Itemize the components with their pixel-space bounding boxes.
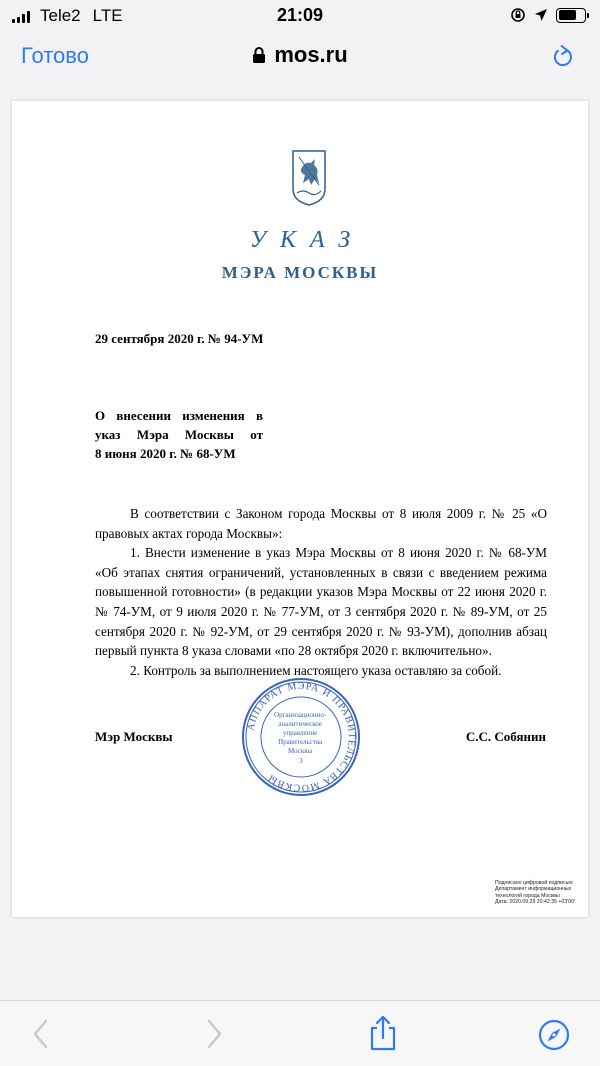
- seal-center-line: Правительства: [278, 738, 323, 746]
- back-chevron-icon[interactable]: [30, 1017, 52, 1051]
- seal-center-line: управление: [282, 729, 318, 737]
- digital-signature-note: [495, 880, 585, 906]
- seal-center-line: аналитическое: [278, 720, 322, 728]
- digital-signature-line: Дата: 2020.09.29 20:42:35 +03'00': [495, 899, 575, 906]
- bottom-toolbar: [0, 1000, 600, 1066]
- seal-center-line: Москвы: [288, 747, 313, 755]
- signatory-name: С.С. Собянин: [465, 729, 546, 744]
- body-paragraph: В соответствии с Законом города Москвы от 8 июля 2009 г. № 25 «О правовых актах города Москвы»:: [95, 506, 547, 541]
- domain-label: mos.ru: [274, 42, 348, 67]
- seal-center-line: 3: [299, 757, 303, 765]
- forward-chevron-icon[interactable]: [203, 1017, 225, 1051]
- status-icons: [510, 7, 586, 23]
- lock-icon: [252, 46, 266, 64]
- document-page: [12, 101, 588, 917]
- share-icon[interactable]: [367, 1014, 399, 1052]
- decree-subject: [95, 406, 263, 463]
- carrier-name: Tele2: [40, 6, 81, 25]
- official-seal: [240, 676, 362, 798]
- network-type: LTE: [92, 6, 123, 25]
- subject-line: О внесении изменения в: [95, 408, 263, 423]
- done-button[interactable]: Готово: [21, 43, 89, 68]
- subject-line: 8 июня 2020 г. № 68-УМ: [95, 446, 236, 461]
- seal-ring-text: АППАРАТ МЭРА И ПРАВИТЕЛЬСТВА МОСКВЫ: [245, 680, 358, 794]
- digital-signature-line: Подписано цифровой подписью:: [495, 880, 574, 886]
- decree-date-number: 29 сентября 2020 г. № 94-УМ: [95, 331, 264, 346]
- status-bar: [0, 0, 600, 32]
- subject-line: указ Мэра Москвы от: [95, 427, 263, 442]
- digital-signature-line: технологий города Москвы: [495, 892, 560, 899]
- decree-subtitle: МЭРА МОСКВЫ: [221, 263, 379, 282]
- body-paragraph: 1. Внести изменение в указ Мэра Москвы от 8 июня 2020 г. № 68-УМ «Об этапах снятия ограничений, установленных в связи с введением режима повышенной готовности» (в редакции указов Мэра Москвы от 22 июня 2020 г. № 74-УМ, от 9 июля 2020 г. № 77-УМ, от 3 сентября 2020 г. № 89-УМ, от 25 сентября 2020 г. № 92-УМ, от 29 сентября 2020 г. № 93-УМ), дополнив абзац первый пункта 8 указа словами «по 28 октября 2020 г. включительно».: [95, 545, 547, 659]
- decree-title: УКАЗ: [249, 227, 365, 253]
- moscow-coat-of-arms-icon: [291, 149, 327, 207]
- reload-icon[interactable]: [552, 44, 574, 70]
- safari-view-nav: [0, 32, 600, 82]
- url-display: [0, 42, 600, 68]
- svg-text:Организационно- аналитич: [274, 711, 328, 765]
- clock: 21:09: [276, 5, 324, 25]
- seal-center-line: Организационно-: [274, 711, 327, 719]
- safari-compass-icon[interactable]: [538, 1019, 570, 1051]
- decree-body: [95, 504, 547, 680]
- location-icon: [534, 8, 548, 22]
- battery-icon: [556, 8, 586, 23]
- digital-signature-line: Департамент информационных: [495, 886, 572, 893]
- signatory-title: Мэр Москвы: [95, 729, 173, 744]
- rotation-lock-icon: [510, 7, 526, 23]
- body-paragraph: 2. Контроль за выполнением настоящего указа оставляю за собой.: [130, 662, 502, 678]
